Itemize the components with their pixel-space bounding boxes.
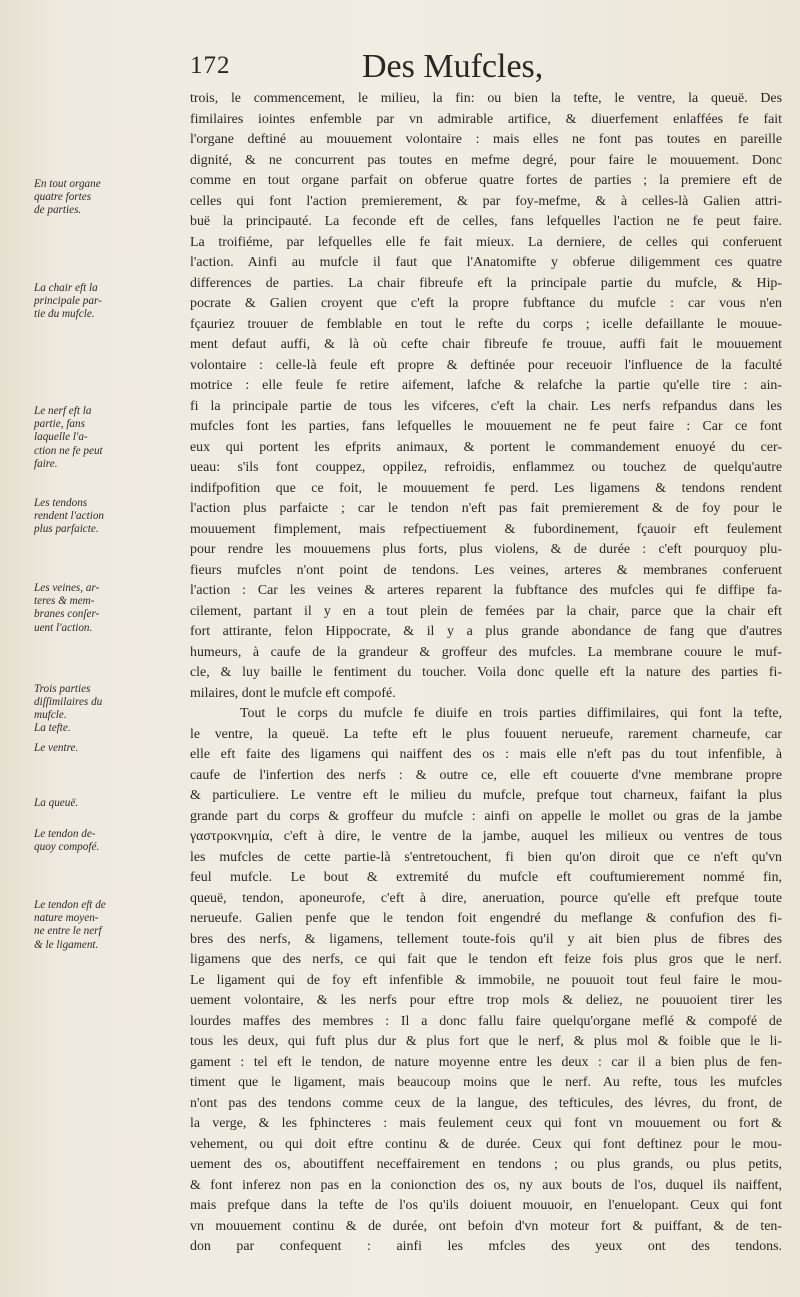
text-line: grande part du corps & groffeur du mufcle : ainfi on appelle le mollet ou gras de la jambe	[190, 808, 782, 824]
text-line: l'action plus parfaicte ; car le tendon n'eft pas fait premierement & de foy pour le	[190, 501, 782, 516]
marginal-note: Le ventre.	[34, 742, 79, 754]
text-line: l'action : Car les veines & arteres reparent la fubftance des mufcles qui fe diffipe fa-	[190, 583, 782, 598]
text-line: celles qui font l'action premierement, & par foy-mefme, & à celles-là Galien attri-	[190, 193, 782, 209]
text-line: volontaire : celle-là feule eft propre & deftinée pour receuoir l'influence de la faculté	[190, 357, 782, 373]
text-line: caufe de l'infertion des nerfs : & outre ce, elle eft couuerte d'vne membrane propre	[190, 767, 782, 783]
text-line: differences de parties. La chair fibreufe eft la principale partie du mufcle, & Hip-	[190, 275, 782, 291]
text-line: tous les deux, qui fuft plus dur & plus fort que le nerf, & plus mol & foible que le li-	[190, 1034, 782, 1049]
text-line: mais prefque dans la tefte de l'os qu'ils doiuent mouuoir, en l'enuelopant. Ceux qui font	[190, 1198, 782, 1213]
text-line: don par confequent : ainfi les mfcles des yeux ont des tendons.	[190, 1239, 782, 1254]
text-line: vn mouuement continu & de durée, ont befoin d'vn moteur fort & puiffant, & de ten-	[190, 1218, 782, 1234]
text-line: uement volontaire, & les nerfs pour eftre trop mols & deliez, ne pouuoient tirer les	[190, 993, 782, 1008]
text-line: ligamens que des nerfs, ce qui fait que le tendon eft feize fois plus gros que le nerf.	[190, 952, 782, 967]
text-line: les mufcles de cette partie-là s'entretouchent, fi bien qu'on diroit que ce n'eft qu'vn	[190, 849, 782, 865]
text-line: buë la principauté. La feconde eft de celles, fans lefquelles l'action ne fe peut faire.	[190, 214, 782, 229]
text-line: uement des os, aboutiffent neceffairement en tendons ; ou plus grands, ou plus petits,	[190, 1157, 782, 1172]
page-number: 172	[190, 52, 231, 79]
text-line: feul mufcle. Le bout & extremité du mufcle eft couftumierement nommé fin,	[190, 870, 782, 885]
text-line: fort attirante, felon Hippocrate, & il y a plus grande abondance de fang que d'autres	[190, 624, 782, 639]
marginal-note: La tefte.	[34, 722, 71, 734]
text-line: Tout le corps du mufcle fe diuife en trois parties diffimilaires, qui font la tefte,	[240, 706, 782, 721]
text-line: ment defaut auffi, & là où cefte chair fibreufe fe trouue, auffi fait le mouuement	[190, 337, 782, 352]
text-line: fi la principale partie de tous les vifceres, c'eft la chair. Les nerfs refpandus dans les	[190, 398, 782, 414]
body-text	[190, 89, 782, 1258]
text-line: & particuliere. Le ventre eft le milieu du mufcle, prefque tout charneux, faifant la plus	[190, 788, 782, 803]
marginal-note: En tout organe quatre fortes de parties.	[34, 178, 101, 217]
text-line: fçauriez trouuer de femblable en tout le refte du corps ; icelle defaillante le mouue-	[190, 316, 782, 332]
text-line: trois, le commencement, le milieu, la fin: ou bien la tefte, le ventre, la queuë. Des	[190, 91, 782, 106]
text-line: & font inferez non pas en la conionction des os, ny aux bouts de l'os, duquel ils naiffent,	[190, 1177, 782, 1193]
text-line: timent que le ligament, mais beaucoup moins que le nerf. Au refte, tous les mufcles	[190, 1075, 782, 1090]
text-line: vehement, ou qui doit eftre continu & de durée. Ceux qui font deftinez pour le mou-	[190, 1136, 782, 1152]
marginal-note: Les veines, ar- teres & mem- branes conſer- uent l'action.	[34, 582, 100, 634]
running-head: Des Mufcles,	[362, 48, 544, 85]
text-line: milaires, dont le mufcle eft compofé.	[190, 685, 396, 701]
text-line: le ventre, la queuë. La tefte eft le plus fouuent nerueufe, rarement charneufe, car	[190, 726, 782, 742]
text-line: cle, & luy baille le fentiment du toucher. Voila donc quelle eft la nature des parties fi-	[190, 665, 782, 680]
text-line: la verge, & les fphincteres : mais feulement ceux qui font vn mouuement ou fort &	[190, 1116, 782, 1131]
text-line: humeurs, à caufe de la grandeur & groffeur des mufcles. La membrane couure le muf-	[190, 644, 782, 660]
text-line: Le ligament qui de foy eft infenfible & immobile, ne pouuoit tout feul faire le mou-	[190, 972, 782, 988]
text-line: indifpofition que ce foit, le mouuement fe perd. Les ligamens & tendons rendent	[190, 480, 782, 496]
text-line: pour rendre les mouuemens plus forts, plus violens, & de durée : c'eft pourquoy plu-	[190, 542, 782, 557]
marginal-note: Le tendon de- quoy compofé.	[34, 828, 100, 854]
marginal-note: Le nerf eft la partie, fans laquelle l'a- ction ne fe peut faire.	[34, 405, 103, 470]
text-line: mouuement fimplement, mais refpectiuement & fubordinement, fçauoir eft feulement	[190, 521, 782, 537]
page-header	[0, 48, 800, 88]
text-line: eux qui portent les efprits animaux, & portent le commandement enuoyé du cer-	[190, 439, 782, 455]
text-line: l'organe deftiné au mouuement volontaire : mais elles ne font pas toutes en pareille	[190, 132, 782, 147]
text-line: n'ont pas des tendons comme ceux de la langue, des tefticules, des lévres, du front, de	[190, 1095, 782, 1111]
text-line: La troifiéme, par lefquelles elle fe fait mieux. La derniere, de celles qui conferuent	[190, 234, 782, 250]
text-line: mufcles font les parties, fans lefquelles le mouuement ne fe peut faire : Car ce font	[190, 419, 782, 434]
marginal-note: Les tendons rendent l'action plus parfaicte.	[34, 497, 105, 536]
text-line: l'action. Ainfi au mufcle il faut que l'Anatomifte y obferue diligemment ces quatre	[190, 255, 782, 270]
text-line: γαστροκνημία, c'eft à dire, le ventre de la jambe, auquel les milieux ou ventres de tous	[190, 829, 782, 844]
marginal-note: La queuë.	[34, 797, 79, 809]
text-line: gament : tel eft le tendon, de nature moyenne entre les deux : car il a bien plus de fen-	[190, 1054, 782, 1070]
text-line: bres des nerfs, & ligamens, tellement toute-fois qu'il y ait bien plus de fibres des	[190, 931, 782, 947]
text-line: ueau: s'ils font couppez, oppilez, refroidis, enflammez ou touchez de quelqu'autre	[190, 460, 782, 475]
text-line: cilement, partant il y en a tout plein de femées par la chair, parce que la chair eft	[190, 603, 782, 619]
marginal-note: Trois parties diſſimilaires du mufcle.	[34, 683, 103, 722]
text-line: dignité, & ne concurrent pas toutes en mefme degré, pour faire le mouuement. Donc	[190, 152, 782, 168]
text-line: fimilaires iointes enfemble par vn admirable artifice, & diuerfement enlaffées fe fait	[190, 111, 782, 127]
text-line: lourdes maffes des membres : Il a donc fallu faire quelqu'organe meflé & compofé de	[190, 1013, 782, 1029]
marginal-note: Le tendon eft de nature moyen- ne entre le nerf & le ligament.	[34, 899, 106, 951]
marginal-note: La chair eft la principale par- tie du mufcle.	[34, 282, 102, 321]
text-line: pocrate & Galien croyent que c'eft la propre fubftance du mufcle : car vous n'en	[190, 296, 782, 311]
text-line: fieurs mufcles n'ont point de tendons. Les veines, arteres & membranes conferuent	[190, 562, 782, 578]
text-line: comme en tout organe parfait on obferue quatre fortes de parties ; la premiere eft de	[190, 173, 782, 188]
text-line: queuë, tendon, aponeurofe, c'eft à dire, aneruation, pource qu'elle eft prefque toute	[190, 890, 782, 906]
text-line: nerueufe. Galien penfe que le tendon foit engendré du meflange & confufion des fi-	[190, 911, 782, 926]
text-line: elle eft faite des ligamens qui naiffent des os : mais elle n'eft pas du tout infenfible, à	[190, 747, 782, 762]
text-line: motrice : elle feule fe retire aifement, lafche & relafche la partie qu'elle tire : ain-	[190, 378, 782, 393]
